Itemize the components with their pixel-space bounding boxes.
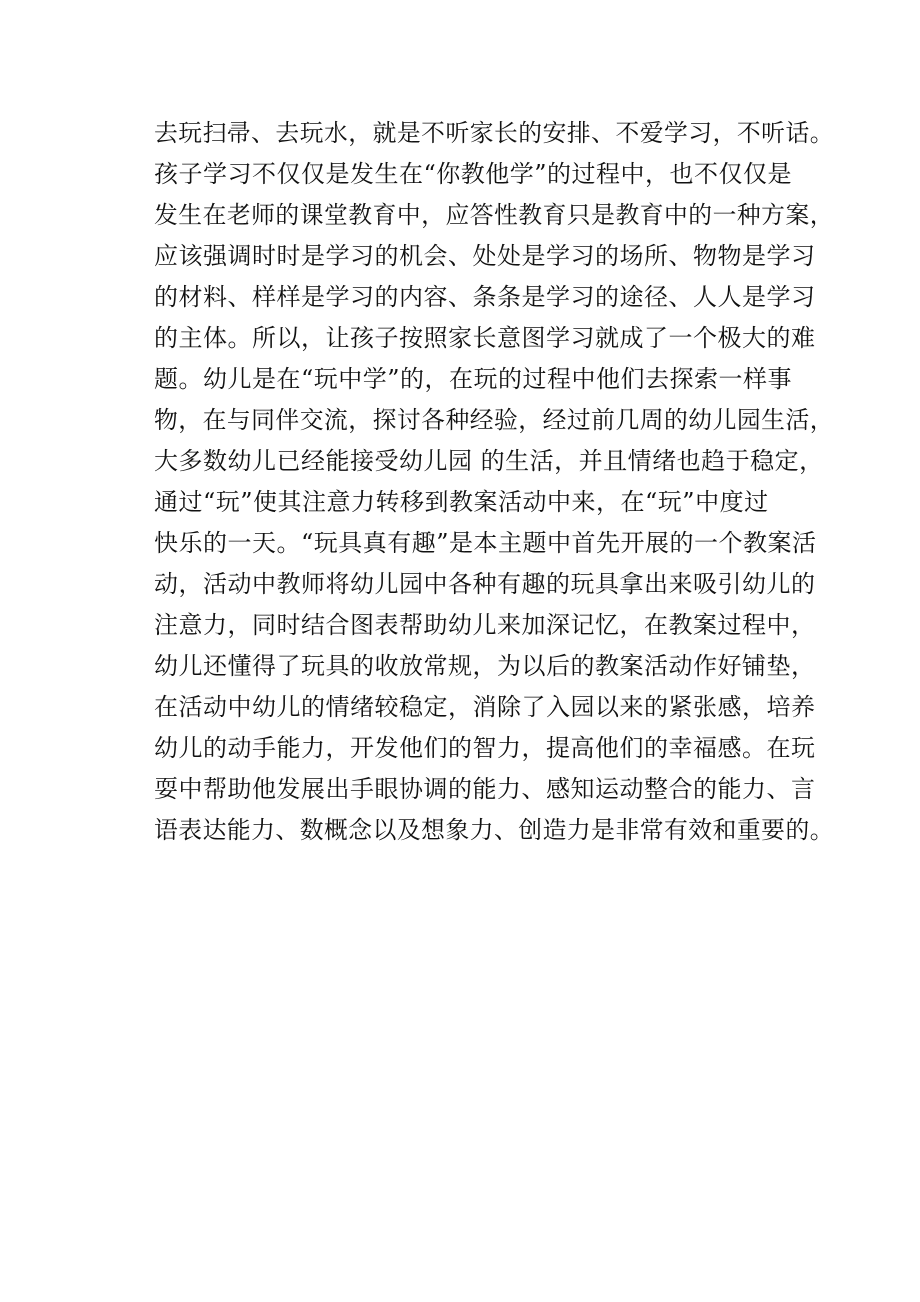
text-line-4: 应该强调时时是学习的机会、处处是学习的场所、物物是学习 [154,242,816,270]
text-line-9: 大多数幼儿已经能接受幼儿园 的生活，并且情绪也趋于稳定， [154,447,824,475]
text-line-11: 快乐的一天。“玩具真有趣”是本主题中首先开展的一个教案活 [154,529,817,557]
text-line-17: 耍中帮助他发展出手眼协调的能力、感知运动整合的能力、言 [154,775,816,803]
text-line-3: 发生在老师的课堂教育中，应答性教育只是教育中的一种方案， [154,201,835,229]
text-line-15: 在活动中幼儿的情绪较稳定，消除了入园以来的紧张感，培养 [154,693,816,721]
body-paragraph [154,113,835,851]
text-line-10: 通过“玩”使其注意力转移到教案活动中来，在“玩”中度过 [154,488,769,516]
text-line-6: 的主体。所以，让孩子按照家长意图学习就成了一个极大的难 [154,324,816,352]
text-line-18: 语表达能力、数概念以及想象力、创造力是非常有效和重要的。 [154,816,835,844]
text-line-12: 动，活动中教师将幼儿园中各种有趣的玩具拿出来吸引幼儿的 [154,570,816,598]
text-line-2: 孩子学习不仅仅是发生在“你教他学”的过程中，也不仅仅是 [154,160,793,188]
text-line-1: 去玩扫帚、去玩水，就是不听家长的安排、不爱学习，不听话。 [154,119,835,147]
text-line-13: 注意力，同时结合图表帮助幼儿来加深记忆，在教案过程中， [154,611,816,639]
text-line-8: 物，在与同伴交流，探讨各种经验，经过前几周的幼儿园生活， [154,406,835,434]
text-line-5: 的材料、样样是学习的内容、条条是学习的途径、人人是学习 [154,283,816,311]
text-line-7: 题。幼儿是在“玩中学”的，在玩的过程中他们去探索一样事 [154,365,793,393]
text-line-14: 幼儿还懂得了玩具的收放常规，为以后的教案活动作好铺垫， [154,652,816,680]
text-line-16: 幼儿的动手能力，开发他们的智力，提高他们的幸福感。在玩 [154,734,816,762]
